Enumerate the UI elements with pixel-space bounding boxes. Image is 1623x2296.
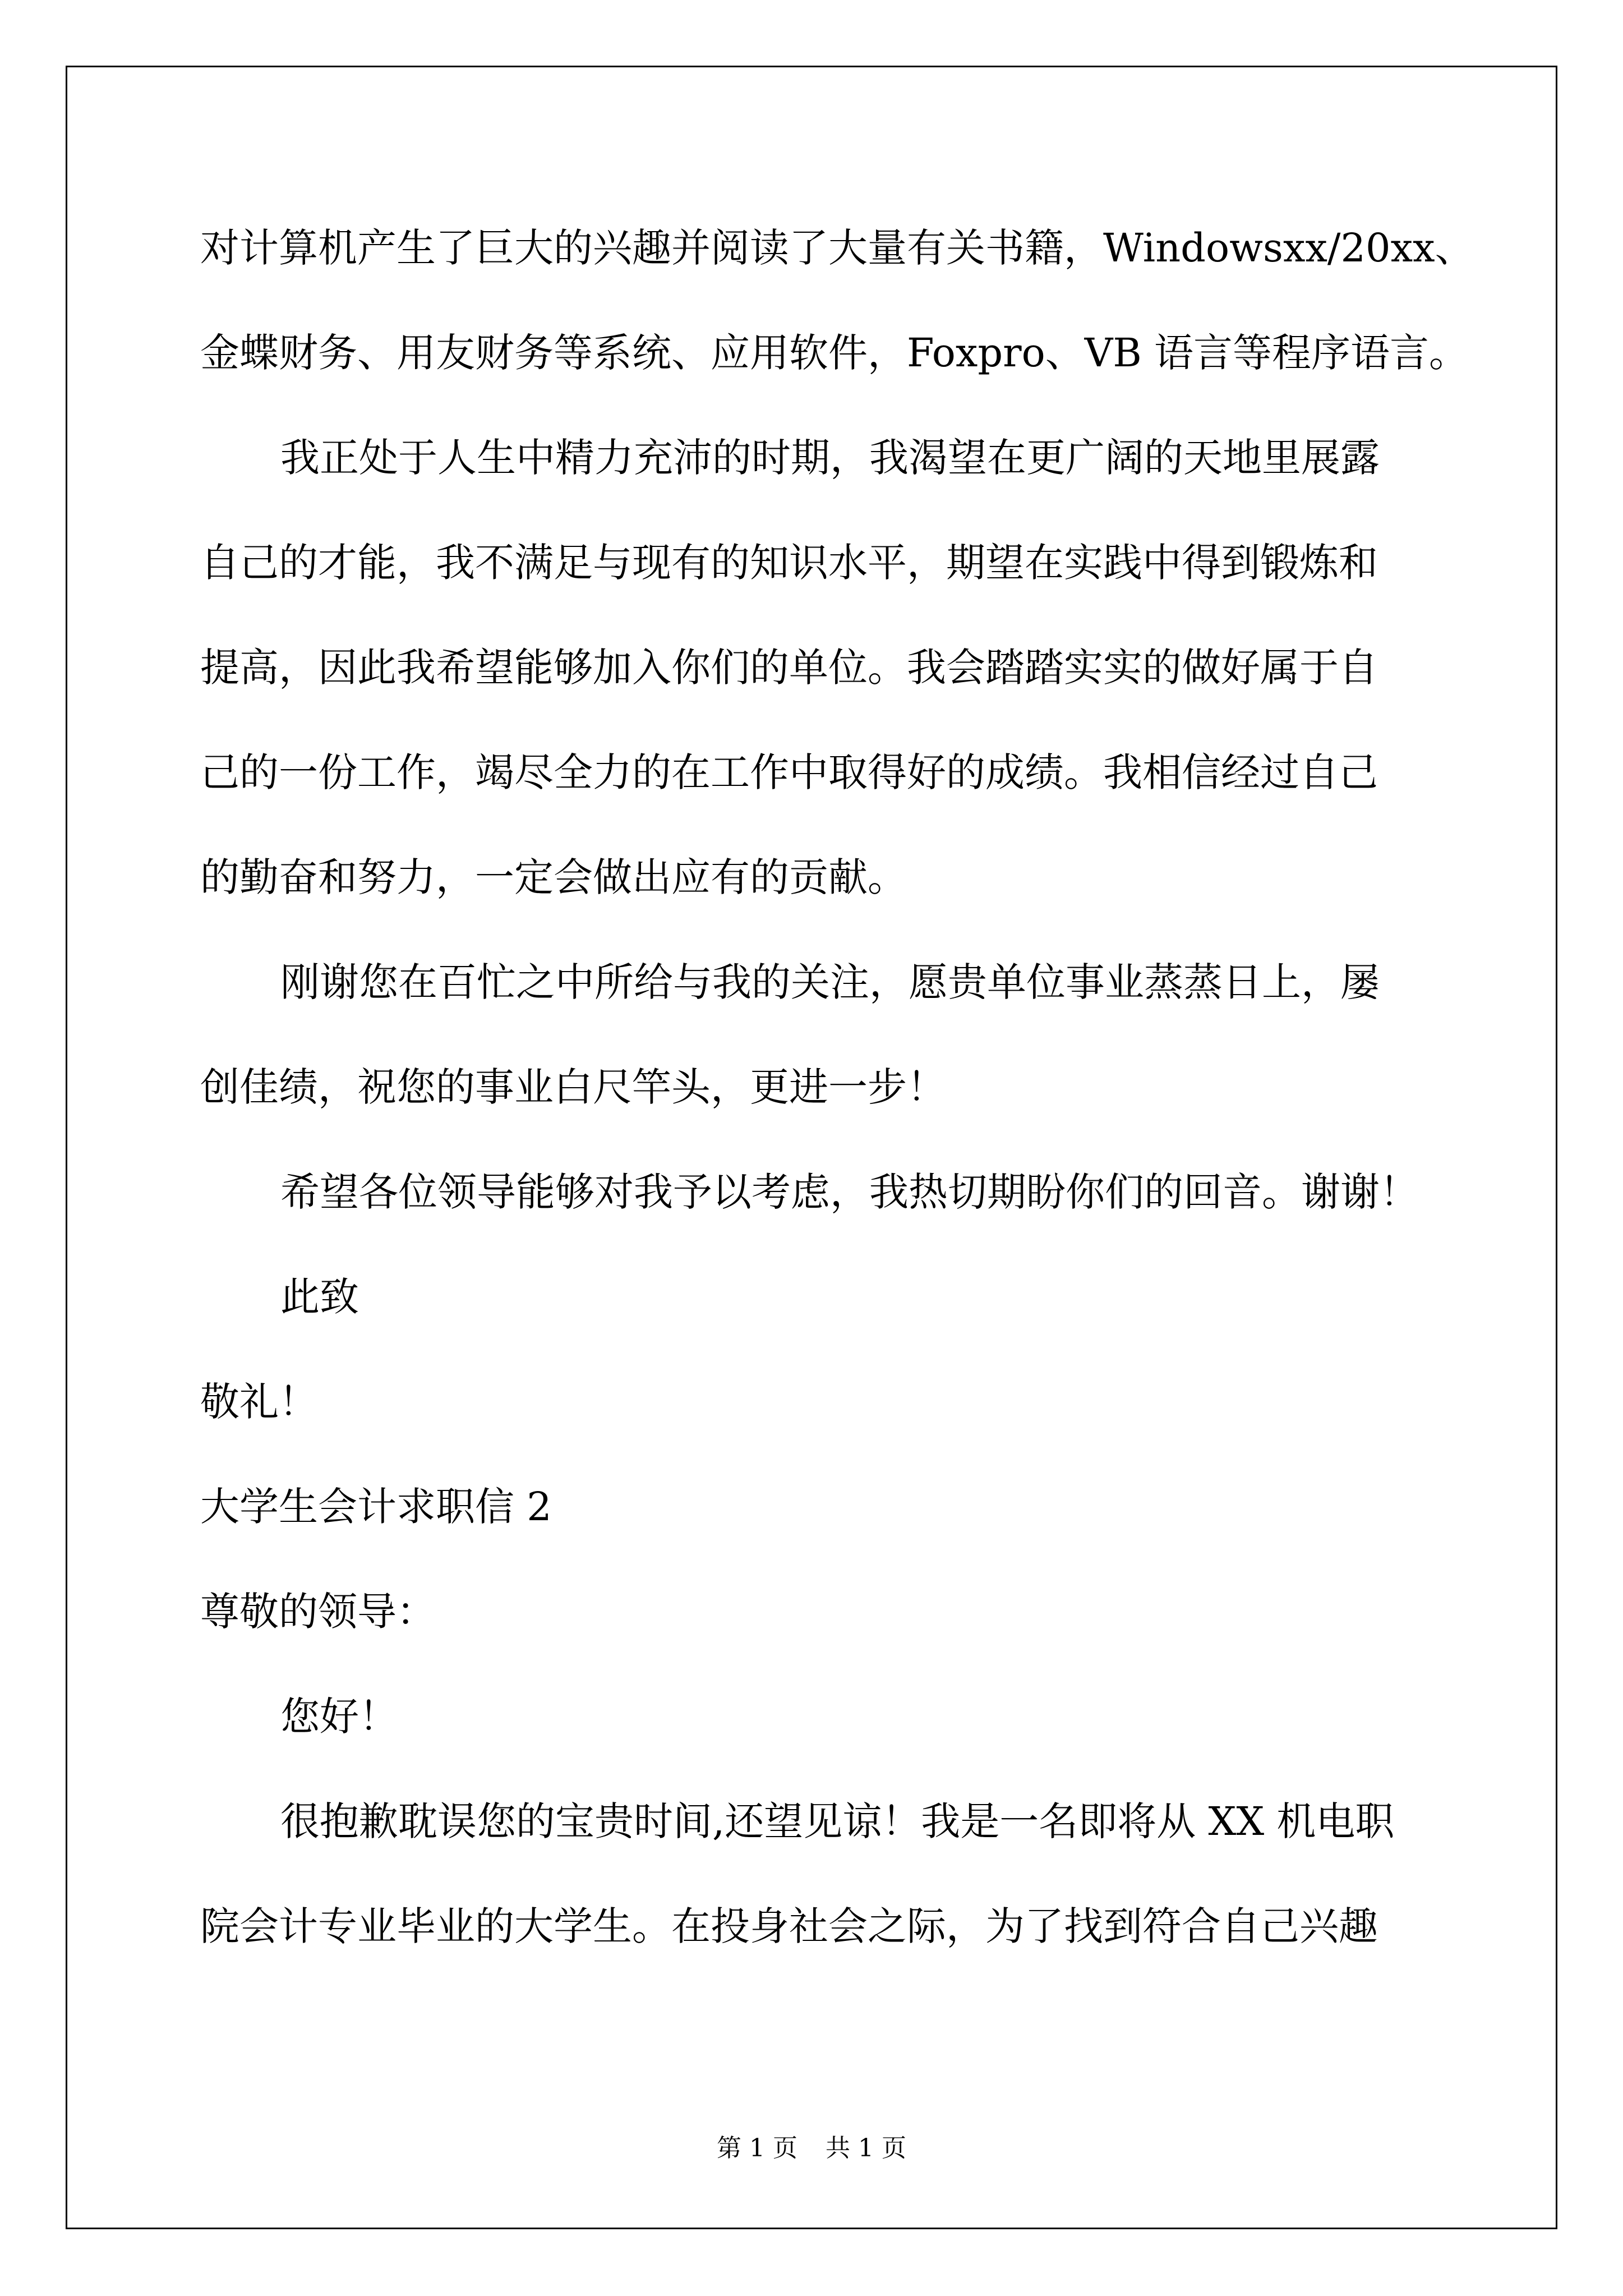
page-number: 第 1 页 [717, 2134, 797, 2162]
body-line: 创佳绩，祝您的事业白尺竿头，更进一步！ [200, 1064, 946, 1110]
section-heading: 大学生会计求职信 2 [200, 1484, 552, 1530]
greeting: 您好！ [280, 1694, 398, 1740]
body-line: 自己的才能，我不满足与现有的知识水平，期望在实践中得到锻炼和 [200, 540, 1378, 586]
body-line: 提高，因此我希望能够加入你们的单位。我会踏踏实实的做好属于自 [200, 645, 1378, 691]
body-line: 己的一份工作，竭尽全力的在工作中取得好的成绩。我相信经过自己 [200, 749, 1378, 795]
greeting-addressee: 尊敬的领导： [200, 1589, 436, 1635]
page-footer [0, 2132, 1623, 2165]
body-line: 金蝶财务、用友财务等系统、应用软件，Foxpro、VB 语言等程序语言。 [200, 330, 1469, 376]
body-line: 对计算机产生了巨大的兴趣并阅读了大量有关书籍，Windowsxx/20xx、 [200, 225, 1474, 271]
body-line: 希望各位领导能够对我予以考虑，我热切期盼你们的回音。谢谢！ [280, 1169, 1419, 1215]
body-line: 的勤奋和努力，一定会做出应有的贡献。 [200, 854, 907, 900]
closing-salutation: 此致 [280, 1274, 359, 1320]
body-line: 很抱歉耽误您的宝贵时间,还望见谅！我是一名即将从 XX 机电职 [280, 1798, 1395, 1844]
page-total: 共 1 页 [826, 2134, 906, 2162]
closing-regards: 敬礼！ [200, 1379, 318, 1425]
body-line: 刚谢您在百忙之中所给与我的关注，愿贵单位事业蒸蒸日上，屡 [280, 959, 1380, 1005]
body-line: 院会计专业毕业的大学生。在投身社会之际，为了找到符合自己兴趣 [200, 1903, 1378, 1949]
body-line: 我正处于人生中精力充沛的时期，我渴望在更广阔的天地里展露 [280, 435, 1380, 481]
